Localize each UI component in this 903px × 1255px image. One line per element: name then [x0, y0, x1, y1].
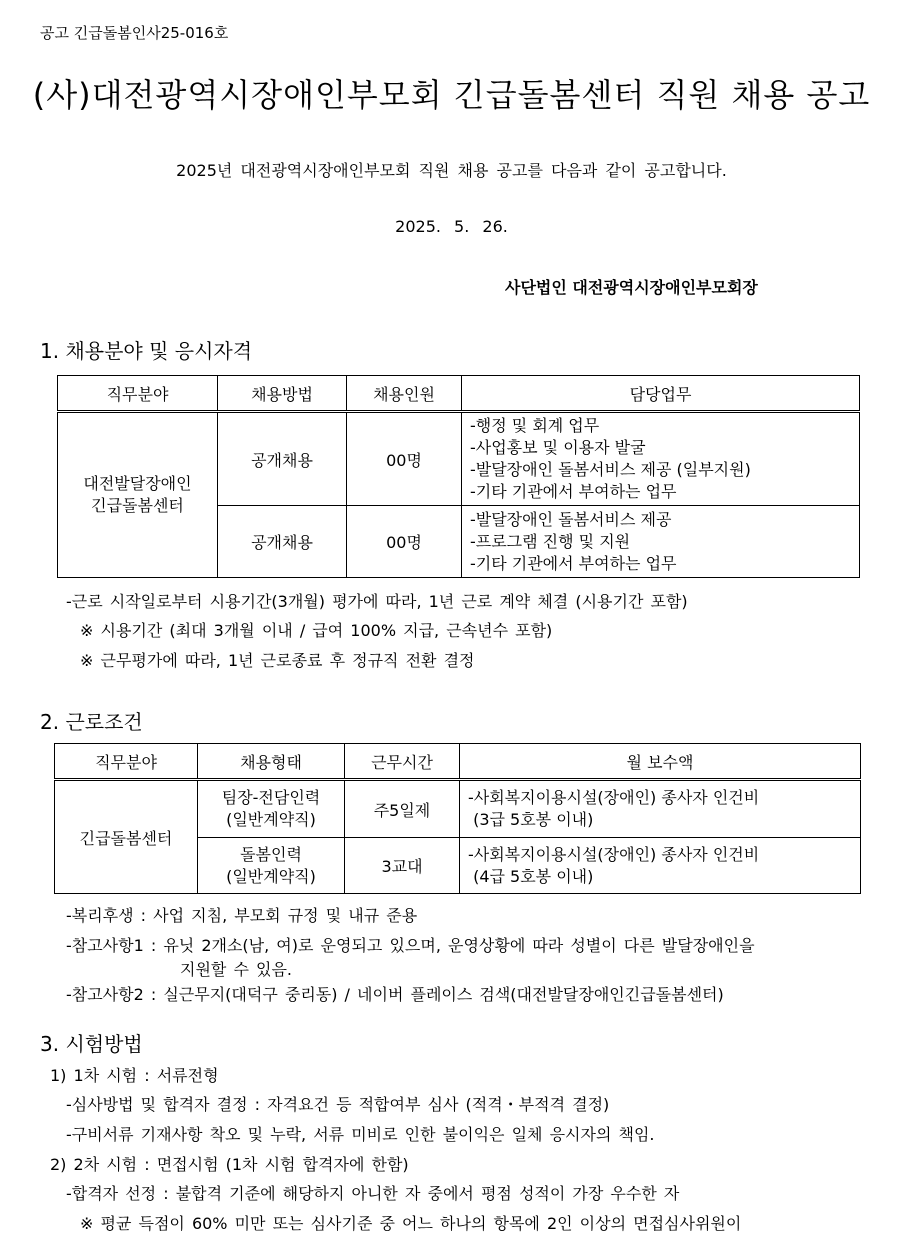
pay-cell — [460, 838, 861, 894]
notice-date: 2025. 5. 26. — [395, 217, 508, 236]
organization-name: 사단법인 대전광역시장애인부모회장 — [505, 278, 758, 297]
note-line: -근로 시작일로부터 시용기간(3개월) 평가에 따라, 1년 근로 계약 체결 (시용기간 포함) — [66, 592, 688, 611]
note-line: ※ 시용기간 (최대 3개월 이내 / 급여 100% 지급, 근속년수 포함) — [80, 621, 553, 640]
job-field-cell — [58, 412, 218, 578]
employment-type-cell — [198, 780, 345, 838]
method-cell: 공개채용 — [218, 506, 347, 578]
type-line: 팀장-전담인력 — [221, 788, 321, 807]
hours-cell: 3교대 — [345, 838, 460, 894]
header-cell: 채용형태 — [198, 744, 345, 780]
exam-line: 1) 1차 시험 : 서류전형 — [50, 1066, 219, 1085]
duty-item: -발달장애인 돌봄서비스 제공 (일부지원) — [470, 460, 751, 479]
header-cell: 직무분야 — [58, 376, 218, 412]
page-title: (사)대전광역시장애인부모회 긴급돌봄센터 직원 채용 공고 — [32, 76, 871, 114]
conditions-table — [54, 743, 861, 894]
note-line: -참고사항2 : 실근무지(대덕구 중리동) / 네이버 플레이스 검색(대전발달장애인긴급돌봄센터) — [66, 985, 724, 1004]
duty-item: -기타 기관에서 부여하는 업무 — [470, 553, 677, 573]
table-row — [55, 780, 861, 838]
pay-line: -사회복지이용시설(장애인) 종사자 인건비 — [468, 788, 760, 807]
type-line: (일반계약직) — [226, 810, 316, 829]
exam-line: 2) 2차 시험 : 면접시험 (1차 시험 합격자에 한함) — [50, 1155, 409, 1174]
note-line: 지원할 수 있음. — [180, 960, 292, 979]
job-field-line: 긴급돌봄센터 — [91, 496, 184, 515]
job-field-line: 대전발달장애인 — [83, 474, 192, 493]
note-line: -참고사항1 : 유닛 2개소(남, 여)로 운영되고 있으며, 운영상황에 따라 성별이 다른 발달장애인을 — [66, 936, 755, 955]
duty-item: -사업홍보 및 이용자 발굴 — [470, 438, 646, 457]
recruitment-table — [57, 375, 860, 578]
table-row — [58, 412, 860, 506]
notice-number: 공고 긴급돌봄인사25-016호 — [40, 24, 229, 42]
section3-heading: 3. 시험방법 — [40, 1032, 143, 1056]
pay-cell — [460, 780, 861, 838]
exam-line: -심사방법 및 합격자 결정 : 자격요건 등 적합여부 심사 (적격・부적격 결정) — [66, 1095, 610, 1114]
method-cell: 공개채용 — [218, 412, 347, 506]
header-cell: 근무시간 — [345, 744, 460, 780]
employment-type-cell — [198, 838, 345, 894]
duty-item: -발달장애인 돌봄서비스 제공 — [470, 509, 672, 529]
duties-cell — [462, 412, 860, 506]
count-cell: 00명 — [347, 506, 462, 578]
table-header-row — [55, 744, 861, 780]
hours-cell: 주5일제 — [345, 780, 460, 838]
note-line: ※ 근무평가에 따라, 1년 근로종료 후 정규직 전환 결정 — [80, 651, 475, 670]
exam-line: -합격자 선정 : 불합격 기준에 해당하지 아니한 자 중에서 평점 성적이 가장 우수한 자 — [66, 1184, 680, 1203]
duty-item: -행정 및 회계 업무 — [470, 416, 600, 435]
header-cell: 직무분야 — [55, 744, 198, 780]
duties-cell — [462, 506, 860, 578]
pay-line: -사회복지이용시설(장애인) 종사자 인건비 — [468, 844, 760, 864]
header-cell: 채용인원 — [347, 376, 462, 412]
type-line: (일반계약직) — [226, 866, 316, 886]
count-cell: 00명 — [347, 412, 462, 506]
section2-heading: 2. 근로조건 — [40, 710, 143, 734]
header-cell: 담당업무 — [462, 376, 860, 412]
pay-line: (4급 5호봉 이내) — [468, 866, 594, 886]
intro-text: 2025년 대전광역시장애인부모회 직원 채용 공고를 다음과 같이 공고합니다. — [176, 161, 727, 180]
header-cell: 채용방법 — [218, 376, 347, 412]
section1-heading: 1. 채용분야 및 응시자격 — [40, 339, 253, 363]
table-header-row — [58, 376, 860, 412]
type-line: 돌봄인력 — [240, 844, 302, 864]
pay-line: (3급 5호봉 이내) — [468, 810, 594, 829]
header-cell: 월 보수액 — [460, 744, 861, 780]
job-field-cell: 긴급돌봄센터 — [55, 780, 198, 894]
exam-line: ※ 평균 득점이 60% 미만 또는 심사기준 중 어느 하나의 항목에 2인 이상의 면접심사위원이 — [80, 1214, 742, 1233]
duty-item: -기타 기관에서 부여하는 업무 — [470, 482, 677, 501]
note-line: -복리후생 : 사업 지침, 부모회 규정 및 내규 준용 — [66, 906, 418, 925]
duty-item: -프로그램 진행 및 지원 — [470, 531, 631, 551]
exam-line: -구비서류 기재사항 착오 및 누락, 서류 미비로 인한 불이익은 일체 응시자의 책임. — [66, 1125, 655, 1144]
